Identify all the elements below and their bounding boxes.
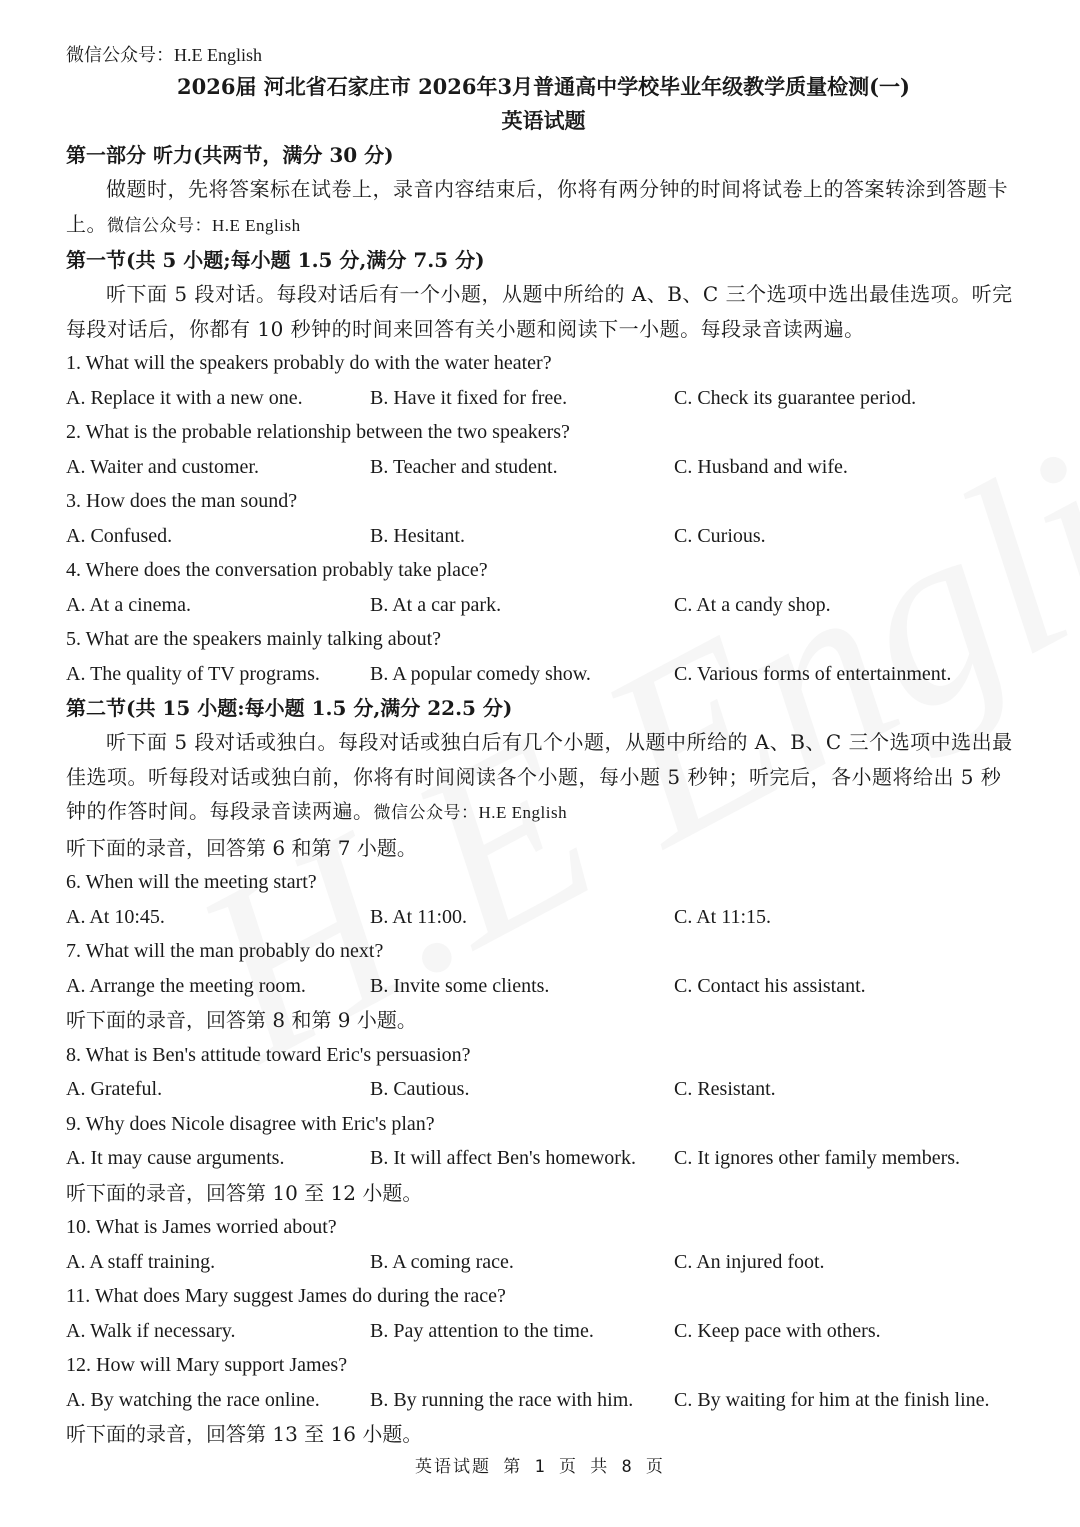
question-group-6-7 xyxy=(66,865,1021,1003)
question-options xyxy=(66,1245,1021,1280)
option-a: A. Waiter and customer. xyxy=(66,455,259,478)
question-group-10-12 xyxy=(66,1210,1021,1417)
listening-cue: 听下面的录音，回答第 6 和第 7 小题。 xyxy=(66,835,417,860)
option-c: C. Husband and wife. xyxy=(674,455,848,478)
option-a: A. Confused. xyxy=(66,524,173,547)
question-options xyxy=(66,1383,1021,1418)
option-b: B. A coming race. xyxy=(370,1250,514,1273)
question-stem: 12. How will Mary support James? xyxy=(66,1354,348,1376)
question-group-8-9 xyxy=(66,1038,1021,1176)
option-b: B. A popular comedy show. xyxy=(370,662,591,685)
option-a: A. Replace it with a new one. xyxy=(66,386,303,409)
option-b: B. Teacher and student. xyxy=(370,455,558,478)
question-stem: 11. What does Mary suggest James do during the race? xyxy=(66,1285,506,1307)
option-c: C. By waiting for him at the finish line. xyxy=(674,1388,990,1411)
question-stem: 8. What is Ben's attitude toward Eric's persuasion? xyxy=(66,1043,471,1066)
section2-instruction: 听下面 5 段对话或独白。每段对话或独白后有几个小题，从题中所给的 A、B、C 三个选项中选出最佳选项。听每段对话或独白前，你将有时间阅读各个小题，每小题 5 秒钟；听完后，各小题将给出 5 秒钟的作答时间。每段录音读两遍。微信公众号：H.E English xyxy=(66,730,1013,823)
listening-cue: 听下面的录音，回答第 10 至 12 小题。 xyxy=(66,1180,423,1205)
question-options xyxy=(66,657,1021,692)
question-stem: 7. What will the man probably do next? xyxy=(66,940,384,962)
option-c: C. Check its guarantee period. xyxy=(674,386,917,409)
option-a: A. A staff training. xyxy=(66,1250,216,1273)
option-a: A. By watching the race online. xyxy=(66,1388,320,1411)
option-a: A. It may cause arguments. xyxy=(66,1147,285,1169)
question-options xyxy=(66,588,1021,623)
question-options xyxy=(66,1141,1021,1176)
option-b: B. Pay attention to the time. xyxy=(370,1319,594,1342)
section1-instruction: 听下面 5 段对话。每段对话后有一个小题，从题中所给的 A、B、C 三个选项中选出最佳选项。听完每段对话后，你都有 10 秒钟的时间来回答有关小题和阅读下一小题。每段录音读两遍。 xyxy=(66,282,1013,341)
option-a: A. At a cinema. xyxy=(66,593,191,616)
option-b: B. At a car park. xyxy=(370,593,502,616)
option-c: C. Curious. xyxy=(674,524,766,547)
listening-cue: 听下面的录音，回答第 13 至 16 小题。 xyxy=(66,1422,423,1446)
section1-heading: 第一节(共 5 小题;每小题 1.5 分,满分 7.5 分) xyxy=(66,248,485,272)
question-options xyxy=(66,1314,1021,1349)
option-b: B. Have it fixed for free. xyxy=(370,386,568,409)
option-c: C. At 11:15. xyxy=(674,905,772,928)
option-c: C. Resistant. xyxy=(674,1078,776,1100)
option-b: B. It will affect Ben's homework. xyxy=(370,1147,636,1169)
question-options xyxy=(66,381,1021,416)
option-c: C. An injured foot. xyxy=(674,1250,825,1273)
option-c: C. At a candy shop. xyxy=(674,593,831,616)
option-c: C. Keep pace with others. xyxy=(674,1319,881,1342)
question-stem: 1. What will the speakers probably do with the water heater? xyxy=(66,352,552,374)
question-stem: 3. How does the man sound? xyxy=(66,490,298,512)
question-options xyxy=(66,519,1021,554)
question-options xyxy=(66,450,1021,485)
header-wechat: 微信公众号：H.E English xyxy=(66,45,262,65)
option-c: C. Contact his assistant. xyxy=(674,974,866,997)
question-stem: 4. Where does the conversation probably take place? xyxy=(66,559,488,581)
exam-page xyxy=(66,40,1021,1452)
question-stem: 2. What is the probable relationship between the two speakers? xyxy=(66,421,570,443)
option-b: B. Hesitant. xyxy=(370,524,465,547)
option-a: A. The quality of TV programs. xyxy=(66,662,320,685)
question-options xyxy=(66,900,1021,935)
option-b: B. Invite some clients. xyxy=(370,974,550,997)
part1-instruction: 做题时，先将答案标在试卷上，录音内容结束后，你将有两分钟的时间将试卷上的答案转涂到答题卡上。微信公众号：H.E English xyxy=(66,177,1008,236)
option-b: B. At 11:00. xyxy=(370,905,468,928)
option-a: A. Walk if necessary. xyxy=(66,1319,236,1342)
section2-heading: 第二节(共 15 小题:每小题 1.5 分,满分 22.5 分) xyxy=(66,696,513,720)
option-a: A. Grateful. xyxy=(66,1078,163,1100)
question-stem: 10. What is James worried about? xyxy=(66,1216,337,1238)
page-footer: 英语试题 第 1 页 共 8 页 xyxy=(415,1457,665,1477)
option-b: B. By running the race with him. xyxy=(370,1388,634,1411)
question-group-1-5 xyxy=(66,346,1021,691)
exam-title: 2026届 河北省石家庄市 2026年3月普通高中学校毕业年级教学质量检测(一) xyxy=(177,74,910,99)
listening-cue: 听下面的录音，回答第 8 和第 9 小题。 xyxy=(66,1008,417,1032)
part1-heading: 第一部分 听力(共两节，满分 30 分) xyxy=(66,143,394,167)
question-options xyxy=(66,1072,1021,1107)
question-stem: 6. When will the meeting start? xyxy=(66,871,317,893)
question-stem: 9. Why does Nicole disagree with Eric's plan? xyxy=(66,1112,435,1135)
option-b: B. Cautious. xyxy=(370,1078,470,1100)
option-a: A. At 10:45. xyxy=(66,905,165,928)
exam-subtitle: 英语试题 xyxy=(501,108,586,133)
option-c: C. Various forms of entertainment. xyxy=(674,662,952,685)
question-stem: 5. What are the speakers mainly talking about? xyxy=(66,628,442,650)
option-c: C. It ignores other family members. xyxy=(674,1147,961,1169)
question-options xyxy=(66,969,1021,1004)
option-a: A. Arrange the meeting room. xyxy=(66,974,306,997)
